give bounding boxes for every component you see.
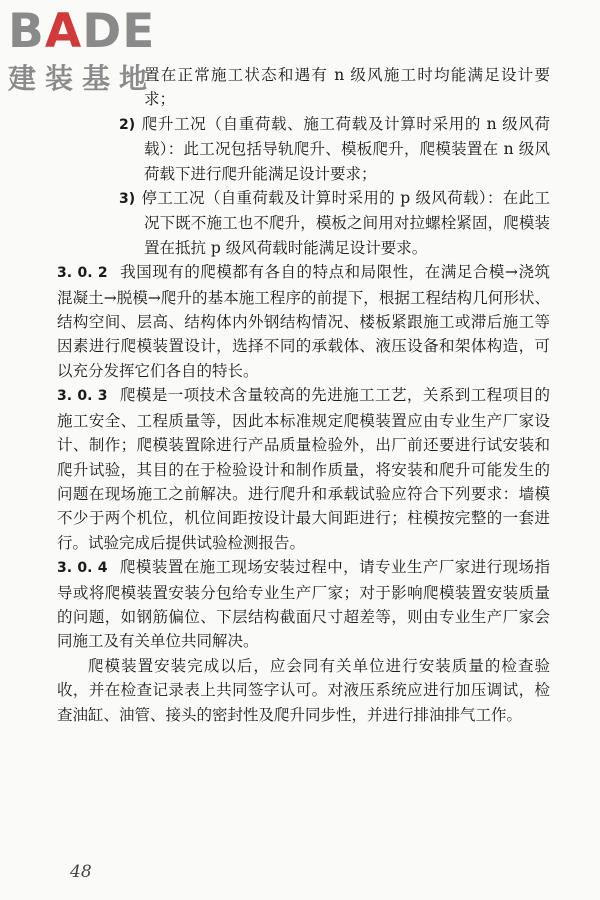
clause-3-0-2	[57, 260, 550, 383]
item-text: 爬升工况（自重荷载、施工荷载及计算时采用的 n 级风荷载）：此工况包括导轨爬升、模板爬升，爬模装置在 n 级风荷载下进行爬升能满足设计要求；	[141, 114, 550, 183]
clause-3-0-4	[57, 555, 550, 654]
logo-letter-b: B	[8, 4, 45, 59]
logo-wordmark	[8, 6, 155, 58]
item-number: 2)	[119, 116, 136, 133]
clause-3-0-3	[57, 383, 550, 555]
clause-text: 我国现有的爬模都有各自的特点和局限性，在满足合模→浇筑混凝土→脱模→爬升的基本施工程序的前提下，根据工程结构几何形状、结构空间、层高、结构体内外钢结构情况、楼板紧跟施工或滞后施工等因素进行爬模装置设计，选择不同的承载体、液压设备和架体构造，可以充分发挥它们各自的特长。	[57, 263, 550, 380]
clause-text: 爬模装置在施工现场安装过程中，请专业生产厂家进行现场指导或将爬模装置安装分包给专业生产厂家；对于影响爬模装置安装质量的问题，如钢筋偏位、下层结构截面尺寸超差等，则由专业生产厂家会同施工及有关单位共同解决。	[57, 558, 550, 651]
page-content	[57, 63, 550, 727]
item-number: 3)	[119, 191, 136, 208]
final-paragraph: 爬模装置安装完成以后，应会同有关单位进行安装质量的检查验收，并在检查记录表上共同签字认可。对液压系统应进行加压调试，检查油缸、油管、接头的密封性及爬升同步性，并进行排油排气工作。	[57, 656, 550, 724]
item-text: 停工工况（自重荷载及计算时采用的 p 级风荷载）：在此工况下既不施工也不爬升，模板之间用对拉螺栓紧固，爬模装置在抵抗 p 级风荷载时能满足设计要求。	[141, 189, 550, 257]
logo-letter-a-accent: A	[44, 4, 83, 59]
page-number: 48	[70, 862, 92, 882]
bade-logo	[8, 6, 178, 102]
clause-text: 爬模是一项技术含量较高的先进施工工艺，关系到工程项目的施工安全、工程质量等，因此本标准规定爬模装置应由专业生产厂家设计、制作；爬模装置除进行产品质量检验外，出厂前还要进行试安装和爬升试验，其目的在于检验设计和制作质量，将安装和爬升可能发生的问题在现场施工之前解决。进行爬升和承载试验应符合下列要求：墙模不少于两个机位，机位间距按设计最大间距进行；柱模按完整的一套进行。试验完成后提供试验检测报告。	[57, 386, 550, 552]
clause-number: 3. 0. 3	[57, 388, 108, 405]
item-2	[57, 112, 550, 186]
logo-letters-de: DE	[82, 4, 156, 59]
logo-subtitle: 建装基地	[8, 62, 157, 95]
item-1-continuation: 置在正常施工状态和遇有 n 级风施工时均能满足设计要求；	[144, 66, 550, 109]
item-3	[57, 186, 550, 260]
clause-number: 3. 0. 4	[57, 560, 108, 577]
clause-number: 3. 0. 2	[57, 265, 108, 282]
